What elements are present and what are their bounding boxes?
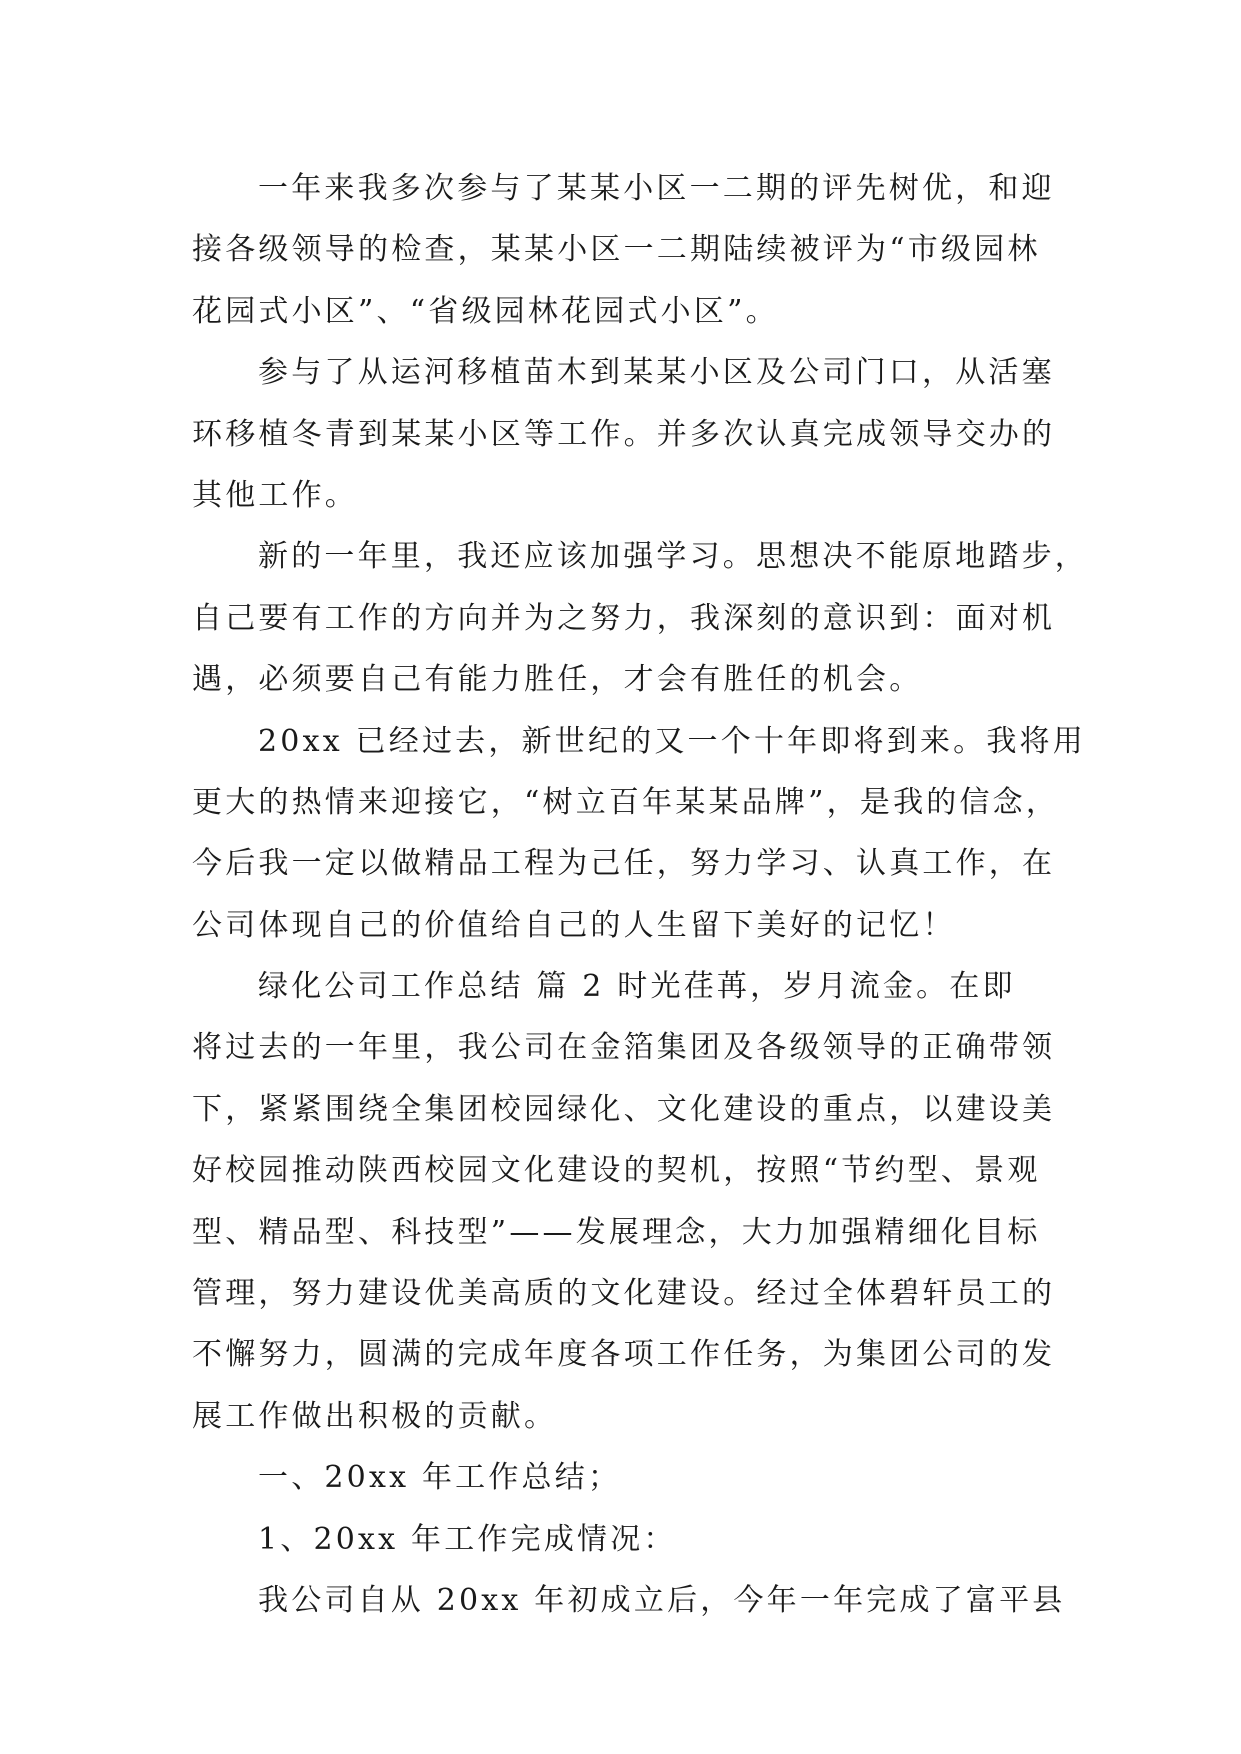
text-line: 不懈努力，圆满的完成年度各项工作任务，为集团公司的发 — [192, 1337, 1056, 1373]
text-line: 展工作做出积极的贡献。 — [192, 1398, 558, 1434]
text-line: 自己要有工作的方向并为之努力，我深刻的意识到：面对机 — [192, 600, 1056, 636]
text-line: 其他工作。 — [192, 477, 358, 513]
text-line: 20xx 已经过去，新世纪的又一个十年即将到来。我将用 — [258, 723, 1086, 759]
text-line: 一年来我多次参与了某某小区一二期的评先树优，和迎 — [258, 171, 1055, 206]
text-line: 遇，必须要自己有能力胜任，才会有胜任的机会。 — [192, 662, 923, 698]
document-body — [192, 158, 1088, 1631]
text-line: 1、20xx 年工作完成情况： — [258, 1521, 677, 1557]
text-line: 将过去的一年里，我公司在金箔集团及各级领导的正确带领 — [192, 1030, 1056, 1066]
text-line: 好校园推动陕西校园文化建设的契机，按照“节约型、景观 — [192, 1153, 1041, 1189]
text-line: 型、精品型、科技型”——发展理念，大力加强精细化目标 — [192, 1214, 1041, 1250]
text-line: 管理，努力建设优美高质的文化建设。经过全体碧轩员工的 — [192, 1276, 1056, 1312]
text-line: 新的一年里，我还应该加强学习。思想决不能原地踏步， — [258, 539, 1088, 575]
text-line: 公司体现自己的价值给自己的人生留下美好的记忆！ — [192, 907, 956, 943]
text-line: 花园式小区”、“省级园林花园式小区”。 — [192, 293, 779, 329]
text-line: 今后我一定以做精品工程为己任，努力学习、认真工作，在 — [192, 846, 1056, 882]
text-line: 绿化公司工作总结 篇 2 时光荏苒，岁月流金。在即 — [258, 969, 1016, 1005]
text-line: 我公司自从 20xx 年初成立后，今年一年完成了富平县 — [258, 1582, 1066, 1618]
text-line: 接各级领导的检查，某某小区一二期陆续被评为“市级园林 — [192, 232, 1041, 268]
text-line: 一、20xx 年工作总结； — [258, 1460, 622, 1496]
text-line: 环移植冬青到某某小区等工作。并多次认真完成领导交办的 — [192, 416, 1056, 452]
text-line: 下，紧紧围绕全集团校园绿化、文化建设的重点，以建设美 — [192, 1091, 1056, 1127]
text-line: 更大的热情来迎接它，“树立百年某某品牌”，是我的信念， — [192, 784, 1060, 820]
text-line: 参与了从运河移植苗木到某某小区及公司门口，从活塞 — [258, 355, 1055, 391]
